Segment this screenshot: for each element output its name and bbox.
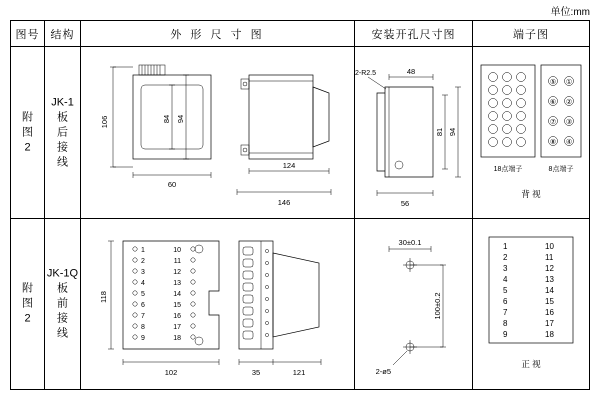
structure-stack-1 — [45, 95, 80, 170]
terminal-label-2: 2 — [141, 258, 145, 265]
fig-no-char: 2 — [24, 312, 31, 325]
dim-56: 56 — [400, 199, 410, 208]
terminal-number-1: ① — [565, 79, 573, 86]
terminal-label-11: 11 — [173, 258, 181, 265]
fig-no-char: 图 — [22, 126, 33, 138]
terminal-number-15: 15 — [545, 297, 554, 306]
dim-84: 84 — [162, 114, 171, 124]
structure-stack-2 — [45, 267, 80, 342]
header-cell-fig-no — [11, 21, 45, 46]
fig-no-char: 附 — [22, 111, 33, 123]
dim-2-R2-5: 2-R2.5 — [355, 70, 377, 77]
terminal-number-6: 6 — [503, 297, 508, 306]
header-label-terminal: 端子图 — [513, 28, 549, 41]
terminal-number-8: ⑧ — [549, 139, 557, 146]
terminal-label-8: 8 — [141, 324, 145, 331]
terminal-number-12: 12 — [545, 264, 554, 273]
cell-outline-drawing-2 — [81, 219, 355, 389]
dim-100-tol: 100±0.2 — [433, 292, 442, 320]
header-cell-structure — [45, 21, 81, 46]
terminal-label-16: 16 — [173, 313, 181, 320]
terminal-label-12: 12 — [173, 269, 181, 276]
cell-structure-2 — [45, 219, 81, 389]
structure-char: 板 — [57, 282, 68, 295]
terminal-number-13: 13 — [545, 275, 554, 284]
caption-18-terminals: 18点端子 — [493, 166, 523, 173]
terminal-label-17: 17 — [173, 324, 181, 331]
outline-drawing-jk1 — [81, 47, 355, 218]
mounting-drawing-jk1q — [355, 219, 472, 388]
terminal-number-4: ④ — [565, 139, 573, 146]
header-cell-terminal — [473, 21, 589, 46]
terminal-label-10: 10 — [173, 247, 181, 254]
terminal-number-3: 3 — [503, 264, 508, 273]
terminal-label-4: 4 — [141, 280, 145, 287]
terminal-number-5: 5 — [503, 286, 508, 295]
dim-121: 121 — [292, 368, 306, 377]
dim-146: 146 — [277, 198, 291, 207]
terminal-number-5: ⑤ — [549, 79, 557, 86]
dim-35: 35 — [251, 368, 261, 377]
terminal-number-4: 4 — [503, 275, 508, 284]
outline-drawing-jk1q — [81, 219, 355, 388]
dim-60: 60 — [167, 180, 177, 189]
terminal-number-8: 8 — [503, 319, 508, 328]
header-label-structure: 结构 — [50, 28, 75, 41]
terminal-number-6: ⑥ — [549, 99, 557, 106]
terminal-label-14: 14 — [173, 291, 181, 298]
caption-8-terminals: 8点端子 — [548, 166, 574, 173]
dim-106: 106 — [100, 115, 109, 129]
header-cell-mounting — [355, 21, 473, 46]
terminal-number-11: 11 — [545, 253, 554, 262]
terminal-label-7: 7 — [141, 313, 145, 320]
view-label-front: 正 视 — [521, 359, 541, 369]
cell-mounting-drawing-1 — [355, 47, 473, 218]
structure-model: JK-1Q — [46, 267, 79, 280]
cell-fig-no-2 — [11, 219, 45, 389]
cell-terminal-diagram-1 — [473, 47, 589, 218]
dim-81: 81 — [435, 127, 444, 137]
terminal-label-6: 6 — [141, 302, 145, 309]
header-label-mounting: 安装开孔尺寸图 — [371, 28, 456, 41]
cell-mounting-drawing-2 — [355, 219, 473, 389]
fig-no-stack-2 — [11, 282, 44, 327]
terminal-number-2: 2 — [503, 253, 508, 262]
dim-124: 124 — [282, 161, 296, 170]
dim-48: 48 — [406, 67, 416, 76]
cell-terminal-diagram-2 — [473, 219, 589, 389]
terminal-number-14: 14 — [545, 286, 554, 295]
terminal-label-15: 15 — [173, 302, 181, 309]
terminal-diagram-jk1 — [473, 47, 589, 218]
cell-outline-drawing-1 — [81, 47, 355, 218]
dim-2-dia5: 2-ø5 — [375, 367, 391, 376]
terminal-number-3: ③ — [565, 119, 573, 126]
structure-char: 后 — [57, 126, 68, 138]
dim-94: 94 — [176, 114, 185, 124]
dimension-table — [10, 20, 590, 390]
terminal-number-17: 17 — [545, 319, 554, 328]
dim-118: 118 — [99, 291, 108, 303]
terminal-number-18: 18 — [545, 330, 554, 339]
dim-102: 102 — [164, 368, 178, 377]
terminal-number-2: ② — [565, 99, 573, 106]
view-label-rear: 背 视 — [521, 189, 541, 199]
fig-no-char: 附 — [22, 282, 33, 295]
fig-no-char: 图 — [22, 297, 33, 310]
terminal-number-16: 16 — [545, 308, 554, 317]
header-label-fig-no: 图号 — [15, 28, 40, 41]
fig-no-stack-1 — [11, 110, 44, 155]
terminal-label-18: 18 — [173, 335, 181, 342]
unit-note: 单位:mm — [550, 7, 590, 18]
terminal-label-13: 13 — [173, 280, 181, 287]
terminal-number-10: 10 — [545, 242, 554, 251]
structure-char: 接 — [57, 312, 68, 325]
table-row — [11, 219, 589, 389]
table-header-row — [11, 21, 589, 47]
fig-no-char: 2 — [24, 141, 31, 153]
cell-fig-no-1 — [11, 47, 45, 218]
dim-94-mount: 94 — [448, 127, 457, 137]
header-cell-outline — [81, 21, 355, 46]
terminal-diagram-jk1q — [473, 219, 589, 388]
dim-30-tol: 30±0.1 — [398, 238, 422, 247]
structure-model: JK-1 — [51, 96, 74, 108]
terminal-label-9: 9 — [141, 335, 145, 342]
terminal-label-3: 3 — [141, 269, 145, 276]
terminal-label-5: 5 — [141, 291, 145, 298]
terminal-label-1: 1 — [141, 247, 145, 254]
structure-char: 线 — [57, 156, 68, 168]
structure-char: 线 — [57, 327, 68, 340]
terminal-number-7: 7 — [503, 308, 508, 317]
header-label-outline: 外 形 尺 寸 图 — [170, 28, 265, 41]
cell-structure-1 — [45, 47, 81, 218]
structure-char: 板 — [57, 111, 68, 123]
table-row — [11, 47, 589, 219]
structure-char: 接 — [57, 141, 68, 153]
terminal-number-1: 1 — [503, 242, 508, 251]
structure-char: 前 — [57, 297, 68, 310]
mounting-drawing-jk1 — [355, 47, 472, 218]
terminal-number-7: ⑦ — [549, 119, 557, 126]
terminal-number-9: 9 — [503, 330, 508, 339]
